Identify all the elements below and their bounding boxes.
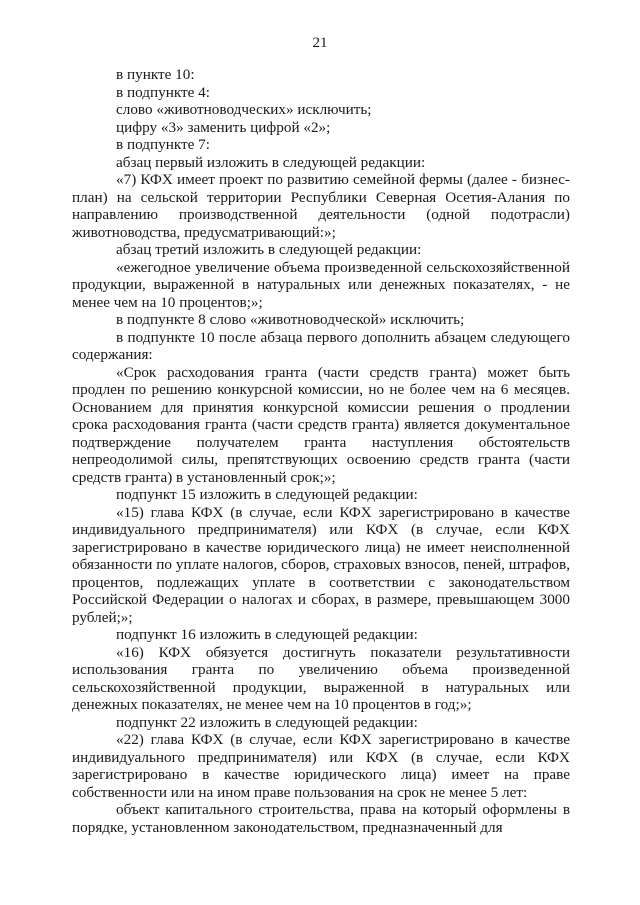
paragraph: «22) глава КФХ (в случае, если КФХ зарегистрировано в качестве индивидуального предпринимателя) или КФХ (в случае, если КФХ зарегистрировано в качестве юридического лица) имеет на праве собственности или на ином праве пользования на срок не менее 5 лет: (72, 731, 570, 801)
paragraph: «15) глава КФХ (в случае, если КФХ зарегистрировано в качестве индивидуального предпринимателя) или КФХ (в случае, если КФХ зарегистрировано в качестве юридического лица) не имеет неисполненной обязанности по уплате налогов, сборов, страховых взносов, пеней, штрафов, процентов, подлежащих уплате в соответствии с законодательством Российской Федерации о налогах и сборах, в размере, превышающем 3000 рублей;»; (72, 503, 570, 626)
paragraph: подпункт 15 изложить в следующей редакции: (116, 486, 418, 503)
paragraph: подпункт 16 изложить в следующей редакции: (116, 626, 418, 643)
paragraph: цифру «3» заменить цифрой «2»; (116, 118, 331, 136)
paragraph: в подпункте 7: (116, 136, 210, 153)
paragraph: «Срок расходования гранта (части средств гранта) может быть продлен по решению конкурсной комиссии, но не более чем на 6 месяцев. Основанием для принятия конкурсной комиссии решения о продлении срока расходования гранта (части средств гранта) является документальное подтверждение получателем гранта наступления обстоятельств непреодолимой силы, препятствующих освоению средств гранта (части средств гранта) в установленный срок;»; (72, 363, 570, 486)
paragraph: «ежегодное увеличение объема произведенной сельскохозяйственной продукции, выраженной в натуральных или денежных показателях, - не менее чем на 10 процентов;»; (72, 258, 570, 311)
paragraph: «7) КФХ имеет проект по развитию семейной фермы (далее - бизнес-план) на сельской территории Республики Северная Осетия-Алания по направлению производственной деятельности (одной подотрасли) животноводства, предусматривающий:»; (72, 171, 570, 241)
paragraph: подпункт 22 изложить в следующей редакции: (116, 713, 418, 731)
paragraph: в подпункте 8 слово «животноводческой» исключить; (116, 311, 465, 328)
paragraph: абзац третий изложить в следующей редакции: (116, 241, 422, 258)
paragraph: в пункте 10: (116, 66, 195, 83)
paragraph: слово «животноводческих» исключить; (116, 101, 372, 118)
paragraph: абзац первый изложить в следующей редакции: (116, 153, 426, 171)
paragraph: объект капитального строительства, права на который оформлены в порядке, установленном законодательством, предназначенный для (72, 801, 570, 836)
document-body (72, 66, 570, 836)
page-number: 21 (312, 35, 328, 51)
paragraph: в подпункте 10 после абзаца первого дополнить абзацем следующего содержания: (72, 328, 570, 363)
paragraph: «16) КФХ обязуется достигнуть показатели результативности использования гранта по увеличению объема произведенной сельскохозяйственной продукции, выраженной в натуральных или денежных показателях, не менее чем на 10 процентов в год;»; (72, 643, 570, 713)
paragraph: в подпункте 4: (116, 83, 210, 101)
